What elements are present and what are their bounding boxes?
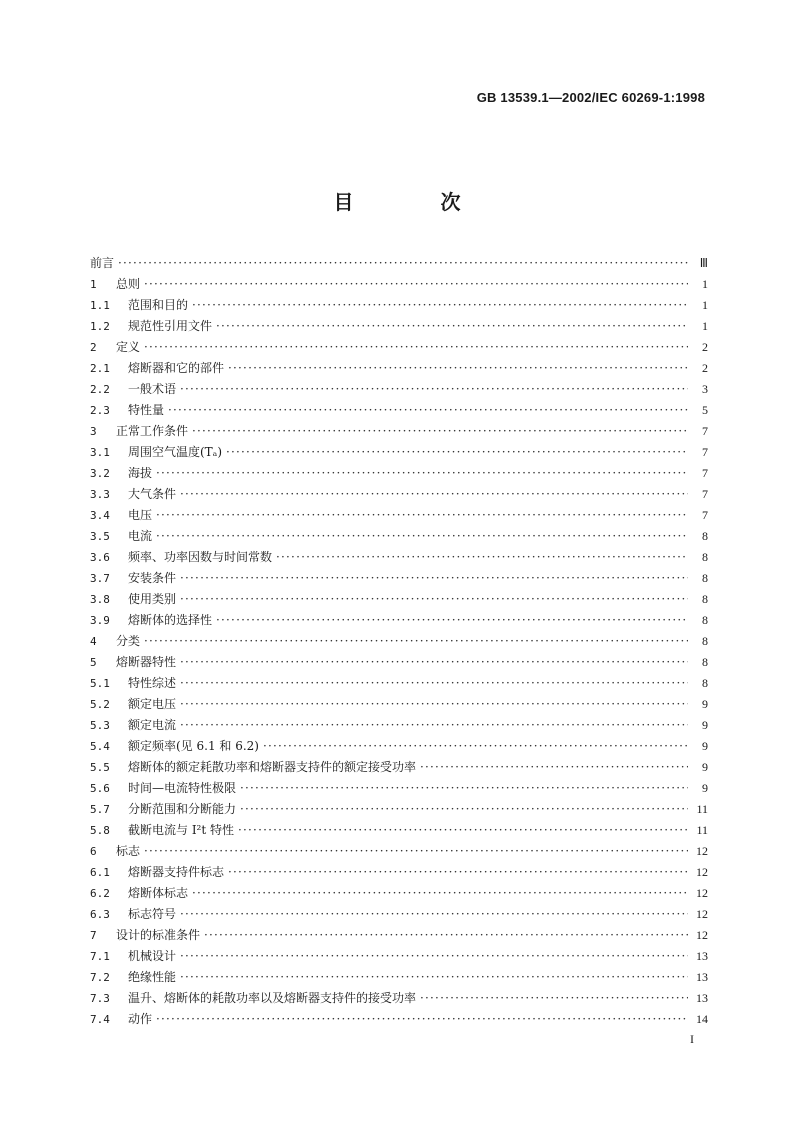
toc-entry-page: 9 (702, 760, 708, 774)
toc-entry-page: 12 (696, 928, 708, 942)
toc-entry-label: 前言 (90, 256, 115, 270)
toc-entry-label: 机械设计 (128, 949, 177, 963)
toc-entry[interactable] (90, 904, 708, 925)
toc-entry-page: 8 (702, 634, 708, 648)
toc-entry-page: 9 (702, 697, 708, 711)
toc-entry-page: 9 (702, 718, 708, 732)
toc-entry-page: 8 (702, 655, 708, 669)
toc-entry-number: 2.3 (90, 404, 110, 417)
toc-entry[interactable] (90, 715, 708, 736)
toc-leader-dots (192, 295, 688, 316)
toc-leader-dots (180, 946, 688, 967)
toc-entry[interactable] (90, 841, 708, 862)
toc-entry-page: 12 (696, 844, 708, 858)
toc-entry-number: 3.7 (90, 572, 110, 585)
toc-leader-dots (180, 673, 688, 694)
toc-entry-label: 截断电流与 I²t 特性 (128, 823, 235, 837)
toc-entry-label: 规范性引用文件 (128, 319, 213, 333)
toc-leader-dots (144, 274, 688, 295)
toc-entry-page: 8 (702, 676, 708, 690)
toc-leader-dots (226, 442, 688, 463)
toc-leader-dots (216, 610, 688, 631)
toc-entry-number: 3.1 (90, 446, 110, 459)
toc-entry[interactable] (90, 337, 708, 358)
toc-leader-dots (204, 925, 688, 946)
toc-entry-page: 13 (696, 949, 708, 963)
toc-entry-page: 8 (702, 592, 708, 606)
toc-entry-page: 8 (702, 613, 708, 627)
toc-entry[interactable] (90, 400, 708, 421)
toc-entry-label: 大气条件 (128, 487, 177, 501)
toc-entry-number: 7 (90, 929, 97, 942)
toc-entry-label: 使用类别 (128, 592, 177, 606)
toc-entry-label: 动作 (128, 1012, 153, 1026)
toc-entry-label: 定义 (116, 340, 141, 354)
toc-leader-dots (276, 547, 688, 568)
toc-entry-page: 7 (702, 445, 708, 459)
toc-entry[interactable] (90, 883, 708, 904)
toc-entry[interactable] (90, 610, 708, 631)
toc-entry[interactable] (90, 274, 708, 295)
toc-entry[interactable] (90, 442, 708, 463)
toc-entry-number: 5.5 (90, 761, 110, 774)
toc-entry-number: 5.3 (90, 719, 110, 732)
toc-entry-number: 3.4 (90, 509, 110, 522)
toc-entry[interactable] (90, 484, 708, 505)
toc-entry[interactable] (90, 316, 708, 337)
toc-entry-page: 14 (696, 1012, 708, 1026)
toc-leader-dots (180, 568, 688, 589)
toc-entry[interactable] (90, 652, 708, 673)
toc-entry-number: 2 (90, 341, 97, 354)
page-title: 目 次 (333, 190, 501, 214)
toc-entry-label: 额定频率(见 6.1 和 6.2) (128, 739, 259, 753)
toc-leader-dots (228, 862, 688, 883)
toc-entry-page: 3 (702, 382, 708, 396)
toc-entry-number: 1 (90, 278, 97, 291)
toc-leader-dots (156, 505, 688, 526)
toc-entry-number: 2.1 (90, 362, 110, 375)
toc-entry-label: 特性量 (128, 403, 165, 417)
toc-entry-label: 时间—电流特性极限 (128, 781, 237, 795)
toc-entry[interactable] (90, 946, 708, 967)
toc-entry[interactable] (90, 505, 708, 526)
toc-entry[interactable] (90, 463, 708, 484)
toc-entry-page: 7 (702, 466, 708, 480)
toc-entry[interactable] (90, 421, 708, 442)
toc-entry-number: 3.3 (90, 488, 110, 501)
toc-leader-dots (240, 799, 688, 820)
toc-entry-label: 安装条件 (128, 571, 177, 585)
toc-leader-dots (238, 820, 688, 841)
toc-entry[interactable] (90, 1009, 708, 1030)
toc-entry-number: 6.3 (90, 908, 110, 921)
toc-entry-number: 5.6 (90, 782, 110, 795)
toc-entry[interactable] (90, 799, 708, 820)
toc-entry[interactable] (90, 526, 708, 547)
toc-entry[interactable] (90, 862, 708, 883)
toc-entry-page: 7 (702, 487, 708, 501)
standard-number: GB 13539.1—2002/IEC 60269-1:1998 (476, 90, 705, 105)
toc-entry-page: 12 (696, 865, 708, 879)
toc-entry-page: Ⅲ (699, 256, 708, 270)
toc-entry[interactable] (90, 778, 708, 799)
toc-leader-dots (420, 757, 688, 778)
toc-entry-label: 熔断器支持件标志 (128, 865, 225, 879)
toc-entry-label: 绝缘性能 (128, 970, 177, 984)
toc-entry[interactable] (90, 673, 708, 694)
toc-entry[interactable] (90, 589, 708, 610)
toc-entry-page: 2 (702, 340, 708, 354)
toc-entry[interactable] (90, 568, 708, 589)
toc-entry-page: 1 (702, 319, 708, 333)
toc-entry-number: 6.2 (90, 887, 110, 900)
toc-entry-number: 3.5 (90, 530, 110, 543)
toc-leader-dots (192, 883, 688, 904)
toc-leader-dots (180, 484, 688, 505)
toc-entry[interactable] (90, 736, 708, 757)
toc-leader-dots (156, 526, 688, 547)
toc-leader-dots (420, 988, 688, 1009)
toc-entry-label: 温升、熔断体的耗散功率以及熔断器支持件的接受功率 (128, 991, 417, 1005)
toc-entry[interactable] (90, 295, 708, 316)
toc-entry-page: 9 (702, 781, 708, 795)
toc-entry-page: 1 (702, 277, 708, 291)
toc-entry-label: 海拔 (128, 466, 153, 480)
toc-leader-dots (240, 778, 688, 799)
toc-entry-page: 7 (702, 508, 708, 522)
toc-entry[interactable] (90, 358, 708, 379)
toc-entry-label: 标志 (116, 844, 141, 858)
toc-entry-number: 2.2 (90, 383, 110, 396)
toc-leader-dots (156, 463, 688, 484)
toc-leader-dots (228, 358, 688, 379)
toc-leader-dots (118, 253, 688, 274)
toc-entry-number: 5.8 (90, 824, 110, 837)
toc-entry-number: 5.4 (90, 740, 110, 753)
toc-leader-dots (192, 421, 688, 442)
toc-entry-page: 2 (702, 361, 708, 375)
toc-leader-dots (144, 841, 688, 862)
toc-entry[interactable] (90, 757, 708, 778)
toc-entry-number: 3 (90, 425, 97, 438)
toc-entry[interactable] (90, 820, 708, 841)
toc-entry-page: 1 (702, 298, 708, 312)
table-of-contents (90, 253, 708, 1030)
toc-leader-dots (156, 1009, 688, 1030)
toc-leader-dots (180, 694, 688, 715)
toc-entry-label: 总则 (116, 277, 141, 291)
toc-entry-label: 一般术语 (128, 382, 177, 396)
toc-entry-label: 熔断器和它的部件 (128, 361, 225, 375)
toc-entry-number: 6 (90, 845, 97, 858)
toc-leader-dots (216, 316, 688, 337)
toc-entry-number: 5 (90, 656, 97, 669)
toc-entry-label: 额定电压 (128, 697, 177, 711)
toc-entry-label: 熔断器特性 (116, 655, 177, 669)
toc-entry-label: 频率、功率因数与时间常数 (128, 550, 273, 564)
toc-entry-label: 额定电流 (128, 718, 177, 732)
toc-entry-label: 熔断体的额定耗散功率和熔断器支持件的额定接受功率 (128, 760, 417, 774)
toc-entry-page: 12 (696, 886, 708, 900)
toc-entry[interactable] (90, 547, 708, 568)
toc-entry-number: 1.2 (90, 320, 110, 333)
toc-entry-label: 电压 (128, 508, 153, 522)
toc-entry-number: 3.9 (90, 614, 110, 627)
toc-entry-number: 5.7 (90, 803, 110, 816)
toc-entry[interactable] (90, 253, 708, 274)
toc-entry-label: 设计的标准条件 (116, 928, 201, 942)
toc-entry-label: 电流 (128, 529, 153, 543)
toc-entry-number: 7.4 (90, 1013, 110, 1026)
toc-entry-label: 分断范围和分断能力 (128, 802, 237, 816)
toc-entry-page: 8 (702, 550, 708, 564)
toc-entry[interactable] (90, 379, 708, 400)
toc-entry-page: 13 (696, 991, 708, 1005)
toc-entry-page: 11 (696, 802, 708, 816)
toc-entry-number: 3.2 (90, 467, 110, 480)
toc-leader-dots (263, 736, 688, 757)
footer-page-number: I (690, 1032, 694, 1046)
toc-entry-label: 标志符号 (128, 907, 177, 921)
toc-entry-label: 熔断体标志 (128, 886, 189, 900)
toc-entry-page: 8 (702, 571, 708, 585)
toc-entry-label: 分类 (116, 634, 141, 648)
toc-entry-number: 7.1 (90, 950, 110, 963)
toc-entry-page: 11 (696, 823, 708, 837)
toc-entry-number: 5.2 (90, 698, 110, 711)
toc-entry-page: 7 (702, 424, 708, 438)
toc-entry-number: 4 (90, 635, 97, 648)
toc-entry[interactable] (90, 988, 708, 1009)
toc-entry[interactable] (90, 925, 708, 946)
toc-leader-dots (180, 652, 688, 673)
toc-entry-number: 3.6 (90, 551, 110, 564)
toc-leader-dots (144, 631, 688, 652)
toc-entry-number: 1.1 (90, 299, 110, 312)
toc-entry-number: 6.1 (90, 866, 110, 879)
toc-entry-page: 5 (702, 403, 708, 417)
toc-entry-number: 5.1 (90, 677, 110, 690)
toc-entry-number: 7.3 (90, 992, 110, 1005)
toc-entry-label: 熔断体的选择性 (128, 613, 213, 627)
toc-entry-page: 8 (702, 529, 708, 543)
toc-leader-dots (180, 715, 688, 736)
toc-entry-label: 范围和目的 (128, 298, 189, 312)
toc-leader-dots (180, 589, 688, 610)
toc-leader-dots (180, 379, 688, 400)
toc-entry[interactable] (90, 631, 708, 652)
toc-entry-label: 正常工作条件 (116, 424, 189, 438)
toc-entry-page: 13 (696, 970, 708, 984)
toc-entry-label: 周围空气温度(Tₐ) (128, 445, 222, 459)
toc-leader-dots (180, 967, 688, 988)
toc-leader-dots (168, 400, 688, 421)
toc-entry[interactable] (90, 967, 708, 988)
toc-entry-page: 12 (696, 907, 708, 921)
toc-entry-number: 7.2 (90, 971, 110, 984)
toc-entry-number: 3.8 (90, 593, 110, 606)
toc-leader-dots (144, 337, 688, 358)
toc-leader-dots (180, 904, 688, 925)
toc-entry-page: 9 (702, 739, 708, 753)
toc-entry[interactable] (90, 694, 708, 715)
toc-entry-label: 特性综述 (128, 676, 177, 690)
